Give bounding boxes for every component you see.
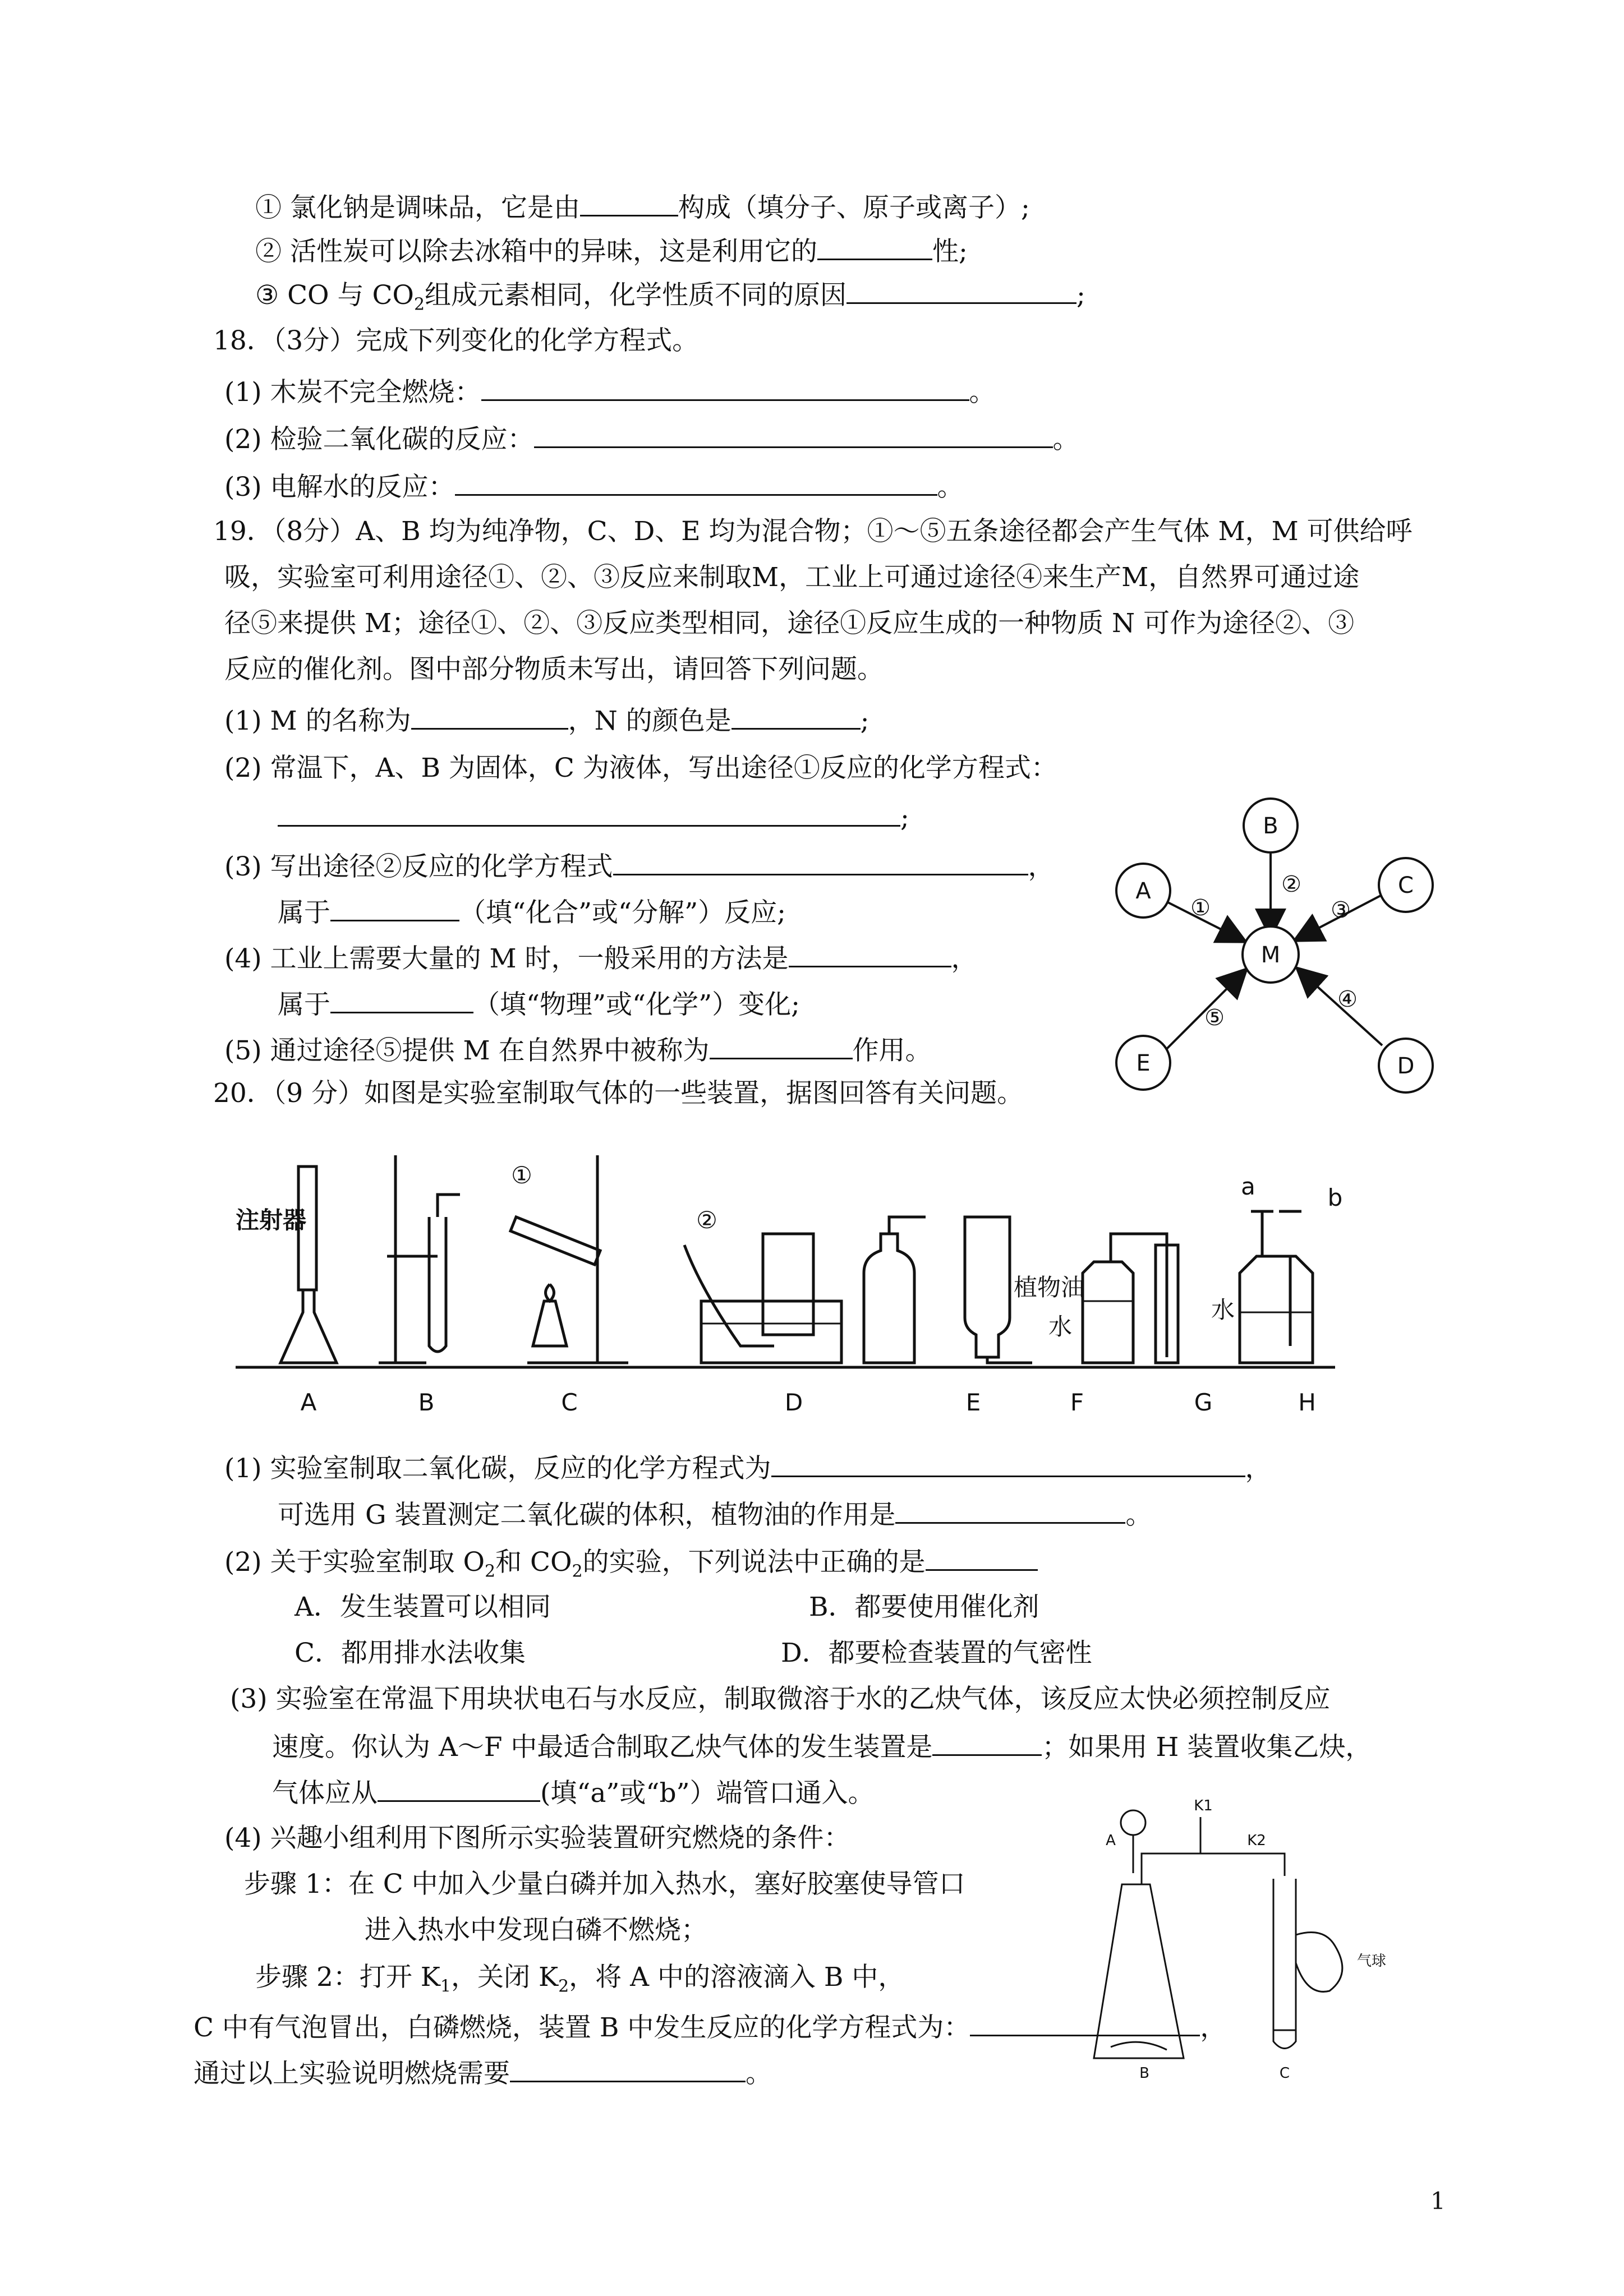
flask-B: [1094, 1884, 1184, 2058]
port-b: b: [1327, 1184, 1343, 1211]
answer-blank[interactable]: [510, 2055, 746, 2082]
step2-line1: 步骤 2：打开 $K_1$，关闭 $K_2$，将 A 中的溶液滴入 B 中，: [255, 1962, 905, 1997]
q18-item1: (1) 木炭不完全燃烧： 。: [224, 374, 996, 409]
q20-sub2: (2) 关于实验室制取 $O_2$和 $CO_2$的实验，下列说法中正确的是: [224, 1543, 1038, 1579]
q19-sub1: (1) M 的名称为 ，N 的颜色是 ;: [224, 702, 869, 738]
answer-blank[interactable]: [932, 1728, 1042, 1756]
q17-line2: ② 活性炭可以除去冰箱中的异味，这是利用它的 性;: [255, 233, 968, 269]
marker-2: ②: [696, 1206, 717, 1234]
test-tube-B: [429, 1217, 446, 1352]
q20-sub3b: 速度。你认为 A～F 中最适合制取乙炔气体的发生装置是 ；如果用 H 装置收集乙炔，: [272, 1728, 1372, 1764]
pathway-diagram: [1111, 791, 1453, 1094]
water-label-G: 水: [1048, 1313, 1073, 1340]
label-H: H: [1298, 1389, 1316, 1416]
test-tube-C2: [1273, 1879, 1296, 2049]
path-3-label: ③: [1331, 897, 1351, 923]
alcohol-lamp: [533, 1301, 567, 1346]
fig-label-A: A: [1106, 1832, 1116, 1849]
q17-line3: ③ CO 与 $CO_2$组成元素相同，化学性质不同的原因 ;: [255, 276, 1085, 312]
bottle-F: [965, 1217, 1010, 1357]
path-4-label: ④: [1337, 986, 1358, 1012]
answer-blank[interactable]: [895, 1496, 1125, 1524]
page-number: 1: [1430, 2187, 1446, 2215]
q19-para1: 19．（8分）A、B 均为纯净物，C、D、E 均为混合物；①～⑤五条途径都会产生气体 M，M 可供给呼: [213, 516, 1413, 547]
q19-sub2-answer: ;: [278, 799, 909, 835]
q20-sub4: (4) 兴趣小组利用下图所示实验装置研究燃烧的条件：: [224, 1823, 850, 1854]
answer-blank[interactable]: [481, 374, 969, 401]
q18-heading: 18．（3分）完成下列变化的化学方程式。: [213, 325, 699, 356]
q17-line1: ① 氯化钠是调味品，它是由 构成（填分子、原子或离子）;: [255, 189, 1030, 225]
answer-blank[interactable]: [330, 894, 459, 921]
q20-heading: 20．（9 分）如图是实验室制取气体的一些装置，据图回答有关问题。: [213, 1078, 1024, 1109]
label-C: C: [561, 1389, 578, 1416]
label-D: D: [784, 1389, 803, 1416]
q19-para2: 吸，实验室可利用途径①、②、③反应来制取M，工业上可通过途径④来生产M，自然界可通过途: [224, 562, 1360, 593]
answer-blank[interactable]: [926, 1543, 1038, 1571]
answer-blank[interactable]: [771, 1450, 1245, 1477]
option-B[interactable]: B．都要使用催化剂: [809, 1592, 1039, 1622]
answer-blank[interactable]: [613, 848, 1028, 875]
apparatus-figure: [236, 1133, 1481, 1424]
node-A-label: A: [1135, 878, 1151, 904]
answer-blank[interactable]: [411, 702, 568, 730]
label-G: G: [1194, 1389, 1213, 1416]
node-E-label: E: [1136, 1050, 1151, 1076]
answer-blank[interactable]: [789, 940, 951, 967]
node-B-label: B: [1263, 813, 1278, 839]
q19-sub2: (2) 常温下，A、B 为固体，C 为液体，写出途径①反应的化学方程式：: [224, 753, 1057, 783]
fig-label-B: B: [1139, 2065, 1149, 2082]
q19-para3: 径⑤来提供 M；途径①、②、③反应类型相同，途径①反应生成的一种物质 N 可作为途径②、③: [224, 608, 1355, 639]
q20-sub3a: (3) 实验室在常温下用块状电石与水反应，制取微溶于水的乙炔气体，该反应太快必须控制反应: [230, 1684, 1331, 1714]
option-D[interactable]: D．都要检查装置的气密性: [781, 1638, 1092, 1668]
q19-para4: 反应的催化剂。图中部分物质未写出，请回答下列问题。: [224, 654, 884, 685]
step2-line3: 通过以上实验说明燃烧需要 。: [194, 2055, 772, 2091]
gas-jar-D: [763, 1234, 813, 1335]
step1-line2: 进入热水中发现白磷不燃烧；: [365, 1915, 707, 1945]
bottle-E: [864, 1234, 914, 1363]
answer-blank[interactable]: [817, 233, 932, 260]
label-E: E: [965, 1389, 981, 1416]
q18-item3: (3) 电解水的反应： 。: [224, 468, 964, 504]
q19-sub4b: 属于 （填“物理”或“化学”）变化;: [278, 986, 800, 1022]
answer-blank[interactable]: [330, 986, 473, 1013]
bottle-H: [1240, 1256, 1313, 1363]
q19-sub3b: 属于 （填“化合”或“分解”）反应;: [278, 894, 786, 930]
syringe-label: 注射器: [236, 1206, 307, 1234]
oil-label: 植物油: [1013, 1274, 1085, 1301]
path-5-arrow: [1161, 970, 1245, 1054]
path-1-label: ①: [1190, 895, 1211, 921]
label-F: F: [1070, 1389, 1084, 1416]
fig-label-K2: K2: [1247, 1832, 1266, 1849]
combustion-apparatus: [1088, 1795, 1481, 2086]
q18-item2: (2) 检验二氧化碳的反应： 。: [224, 421, 1079, 457]
q20-sub3c: 气体应从 (填“a”或“b”）端管口通入。: [272, 1774, 875, 1810]
bottle-G: [1083, 1262, 1133, 1363]
q20-sub1b: 可选用 G 装置测定二氧化碳的体积，植物油的作用是 。: [278, 1496, 1152, 1532]
node-D-label: D: [1397, 1053, 1415, 1079]
marker-1: ①: [511, 1161, 532, 1189]
q19-sub3a: (3) 写出途径②反应的化学方程式 ，: [224, 848, 1055, 884]
answer-blank[interactable]: [710, 1032, 853, 1059]
q20-sub1a: (1) 实验室制取二氧化碳，反应的化学方程式为 ，: [224, 1450, 1272, 1486]
step1-line1: 步骤 1：在 C 中加入少量白磷并加入热水，塞好胶塞使导管口: [244, 1869, 965, 1899]
answer-blank[interactable]: [732, 702, 861, 730]
answer-blank[interactable]: [378, 1774, 540, 1802]
flask-A: [280, 1290, 337, 1363]
water-label-H: 水: [1211, 1296, 1235, 1324]
answer-blank[interactable]: [534, 421, 1053, 448]
node-M-label: M: [1260, 942, 1281, 968]
answer-blank[interactable]: [580, 189, 678, 216]
answer-blank[interactable]: [455, 468, 937, 496]
node-C-label: C: [1398, 873, 1414, 898]
balloon: [1296, 1933, 1342, 1992]
path-2-label: ②: [1281, 872, 1301, 897]
trough-D: [701, 1301, 841, 1363]
test-tube-C: [510, 1217, 600, 1265]
fig-label-C: C: [1279, 2065, 1290, 2082]
answer-blank[interactable]: [278, 799, 900, 827]
q19-sub5: (5) 通过途径⑤提供 M 在自然界中被称为 作用。: [224, 1032, 932, 1068]
fig-label-balloon: 气球: [1356, 1953, 1387, 1970]
option-C[interactable]: C．都用排水法收集: [295, 1638, 526, 1668]
path-5-label: ⑤: [1204, 1005, 1225, 1031]
option-A[interactable]: A．发生装置可以相同: [295, 1592, 551, 1622]
label-B: B: [418, 1389, 435, 1416]
fig-label-K1: K1: [1194, 1797, 1213, 1814]
q19-sub4a: (4) 工业上需要大量的 M 时，一般采用的方法是 ，: [224, 940, 978, 976]
label-A: A: [300, 1389, 317, 1416]
dropping-funnel: [1121, 1810, 1145, 1835]
step2-line2: C 中有气泡冒出，白磷燃烧，装置 B 中发生反应的化学方程式为： ，: [194, 2009, 1226, 2045]
answer-blank[interactable]: [846, 276, 1076, 304]
port-a: a: [1241, 1173, 1255, 1200]
